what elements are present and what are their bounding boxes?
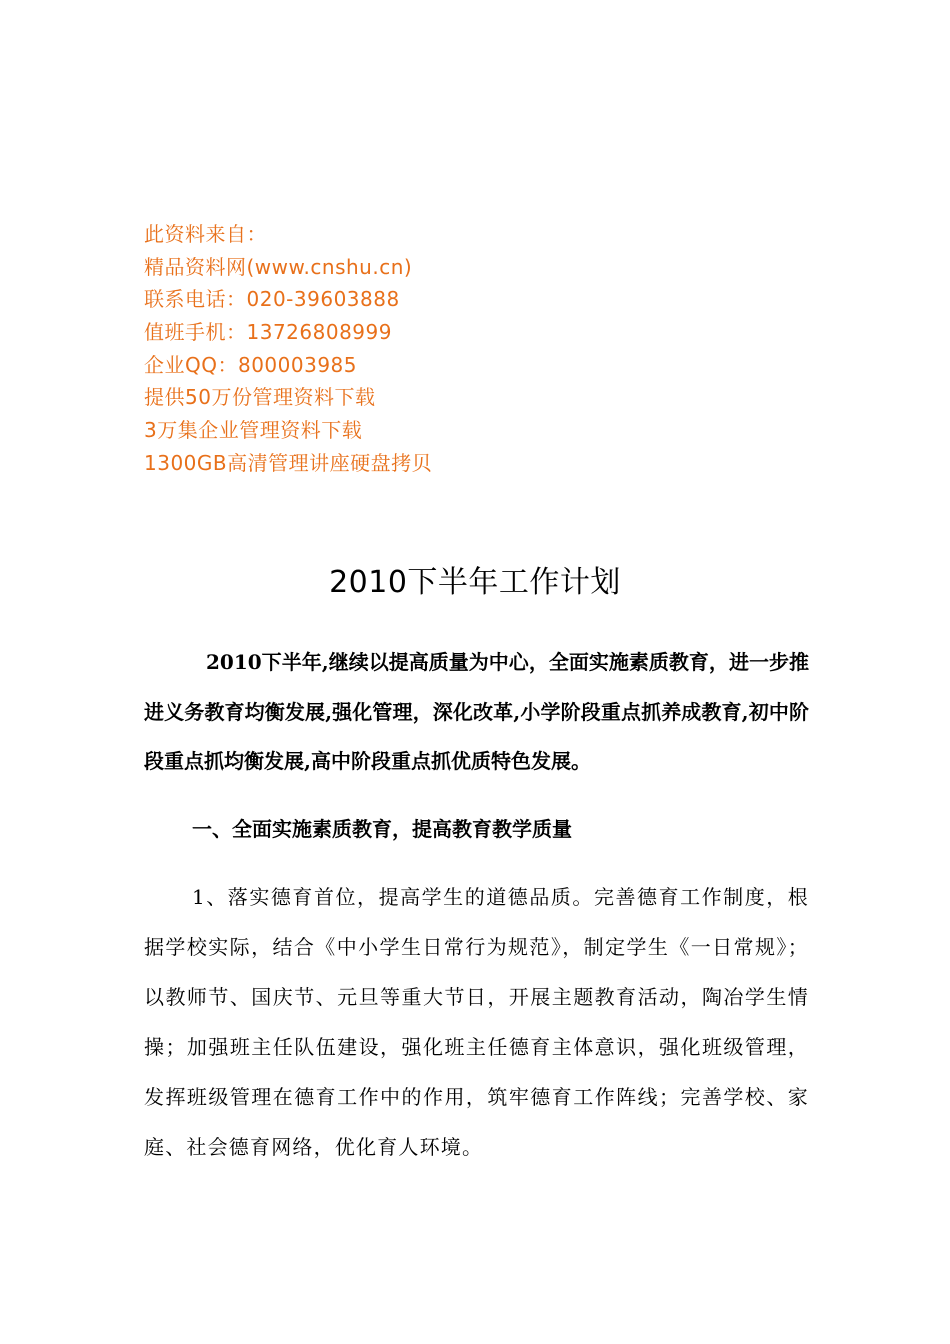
source-line-origin: 此资料来自： xyxy=(144,222,267,246)
source-line-qq: 企业QQ：800003985 xyxy=(144,352,358,377)
source-line-mobile: 值班手机：13726808999 xyxy=(144,320,392,345)
source-line-phone: 联系电话：020-39603888 xyxy=(144,287,400,312)
source-line-website: 精品资料网(www.cnshu.cn) xyxy=(144,254,413,279)
source-info-block xyxy=(144,218,744,480)
document-title: 2010下半年工作计划 xyxy=(329,565,621,600)
source-line-offer-3: 1300GB高清管理讲座硬盘拷贝 xyxy=(144,450,433,475)
source-line-offer-1: 提供50万份管理资料下载 xyxy=(144,385,376,410)
intro-paragraph: 2010下半年,继续以提高质量为中心，全面实施素质教育，进一步推进义务教育均衡发展,强化管理，深化改革,小学阶段重点抓养成教育,初中阶段重点抓均衡发展,高中阶段重点抓优质特色发展。 xyxy=(144,650,809,773)
item-1-paragraph: 1、落实德育首位，提高学生的道德品质。完善德育工作制度，根据学校实际，结合《中小学生日常行为规范》，制定学生《一日常规》；以教师节、国庆节、元旦等重大节日，开展主题教育活动，陶冶学生情操；加强班主任队伍建设，强化班主任德育主体意识，强化班级管理，发挥班级管理在德育工作中的作用，筑牢德育工作阵线；完善学校、家庭、社会德育网络，优化育人环境。 xyxy=(144,885,809,1159)
source-line-offer-2: 3万集企业管理资料下载 xyxy=(144,418,363,443)
section-heading: 一、全面实施素质教育，提高教育教学质量 xyxy=(192,817,572,841)
